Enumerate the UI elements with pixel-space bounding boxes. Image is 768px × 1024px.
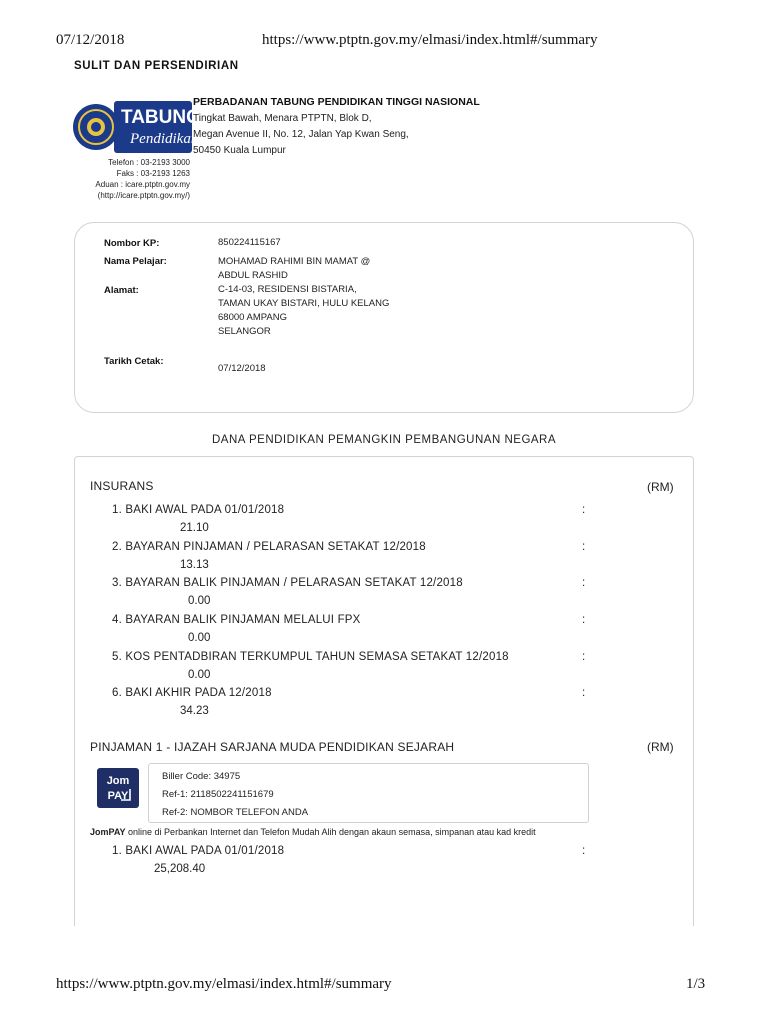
- contact-complaint: Aduan : icare.ptptn.gov.my: [95, 180, 190, 189]
- insurans-item-label: 2. BAYARAN PINJAMAN / PELARASAN SETAKAT 12/2018: [112, 541, 426, 553]
- insurans-item-label: 3. BAYARAN BALIK PINJAMAN / PELARASAN SETAKAT 12/2018: [112, 577, 463, 589]
- footer-url: https://www.ptptn.gov.my/elmasi/index.html#/summary: [56, 976, 392, 992]
- logo-text-main: TABUNG: [121, 107, 194, 128]
- print-date-value: 07/12/2018: [218, 363, 266, 374]
- insurans-item-value: 0.00: [188, 669, 211, 681]
- contact-url[interactable]: (http://icare.ptptn.gov.my/): [97, 191, 190, 200]
- org-address-line: 50450 Kuala Lumpur: [193, 145, 286, 156]
- pinjaman-title: PINJAMAN 1 - IJAZAH SARJANA MUDA PENDIDIKAN SEJARAH: [90, 740, 455, 754]
- name-value: [218, 255, 370, 283]
- item-colon: :: [582, 687, 586, 699]
- item-colon: :: [582, 614, 586, 626]
- pinjaman-item-label: 1. BAKI AWAL PADA 01/01/2018: [112, 845, 285, 857]
- org-address-line: Tingkat Bawah, Menara PTPTN, Blok D,: [193, 113, 372, 124]
- insurans-item-label: 4. BAYARAN BALIK PINJAMAN MELALUI FPX: [112, 614, 361, 626]
- pinjaman-item-value: 25,208.40: [154, 863, 206, 875]
- insurans-currency: (RM): [647, 480, 674, 494]
- print-date: 07/12/2018: [56, 32, 125, 48]
- item-colon: :: [582, 845, 586, 857]
- insurans-title: INSURANS: [90, 479, 154, 493]
- kp-label: Nombor KP:: [104, 238, 160, 249]
- jompay-logo-bottom: PAY: [107, 790, 129, 802]
- org-address: [193, 111, 409, 159]
- insurans-item-value: 0.00: [188, 595, 211, 607]
- insurans-item-value: 21.10: [180, 522, 209, 534]
- org-contact: [76, 157, 190, 201]
- org-address-line: Megan Avenue II, No. 12, Jalan Yap Kwan Seng,: [193, 129, 409, 140]
- item-colon: :: [582, 541, 586, 553]
- classification-label: SULIT DAN PERSENDIRIAN: [74, 60, 239, 72]
- jompay-ref1: Ref-1: 2118502241151679: [162, 789, 274, 800]
- insurans-item-value: 34.23: [180, 705, 209, 717]
- insurans-item-value: 0.00: [188, 632, 211, 644]
- ptptn-logo: [72, 95, 194, 159]
- insurans-item-label: 5. KOS PENTADBIRAN TERKUMPUL TAHUN SEMASA SETAKAT 12/2018: [112, 651, 509, 663]
- jompay-note-brand: JomPAY: [90, 827, 126, 837]
- print-date-label: Tarikh Cetak:: [104, 356, 164, 367]
- footer-page-number: 1/3: [686, 976, 706, 992]
- print-url: https://www.ptptn.gov.my/elmasi/index.html#/summary: [262, 32, 598, 48]
- address-line: TAMAN UKAY BISTARI, HULU KELANG: [218, 298, 390, 309]
- contact-fax: Faks : 03-2193 1263: [116, 169, 190, 178]
- insurans-item-value: 13.13: [180, 559, 209, 571]
- org-name: PERBADANAN TABUNG PENDIDIKAN TINGGI NASIONAL: [193, 96, 480, 108]
- section-title: DANA PENDIDIKAN PEMANGKIN PEMBANGUNAN NEGARA: [211, 434, 557, 446]
- logo-text-sub: Pendidikan: [130, 131, 194, 147]
- jompay-biller-code: Biller Code: 34975: [162, 771, 241, 782]
- item-colon: :: [582, 577, 586, 589]
- jompay-note-text: online di Perbankan Internet dan Telefon Mudah Alih dengan akaun semasa, simpanan atau kad kredit: [125, 827, 536, 837]
- insurans-item-label: 1. BAKI AWAL PADA 01/01/2018: [112, 504, 285, 516]
- address-line: SELANGOR: [218, 326, 271, 337]
- name-label: Nama Pelajar:: [104, 256, 167, 267]
- jompay-note: [90, 827, 536, 837]
- contact-phone: Telefon : 03-2193 3000: [108, 158, 190, 167]
- address-line: 68000 AMPANG: [218, 312, 288, 323]
- insurans-item-label: 6. BAKI AKHIR PADA 12/2018: [112, 687, 272, 699]
- name-line: ABDUL RASHID: [218, 270, 288, 281]
- jompay-ref2: Ref-2: NOMBOR TELEFON ANDA: [162, 807, 309, 818]
- item-colon: :: [582, 504, 586, 516]
- address-line: C-14-03, RESIDENSI BISTARIA,: [218, 284, 357, 295]
- address-label: Alamat:: [104, 285, 139, 296]
- name-line: MOHAMAD RAHIMI BIN MAMAT @: [218, 256, 371, 267]
- address-value: [218, 283, 389, 339]
- jompay-logo: [97, 768, 139, 808]
- pinjaman-currency: (RM): [647, 740, 674, 754]
- kp-value: 850224115167: [218, 237, 281, 248]
- item-colon: :: [582, 651, 586, 663]
- jompay-logo-top: Jom: [106, 775, 130, 787]
